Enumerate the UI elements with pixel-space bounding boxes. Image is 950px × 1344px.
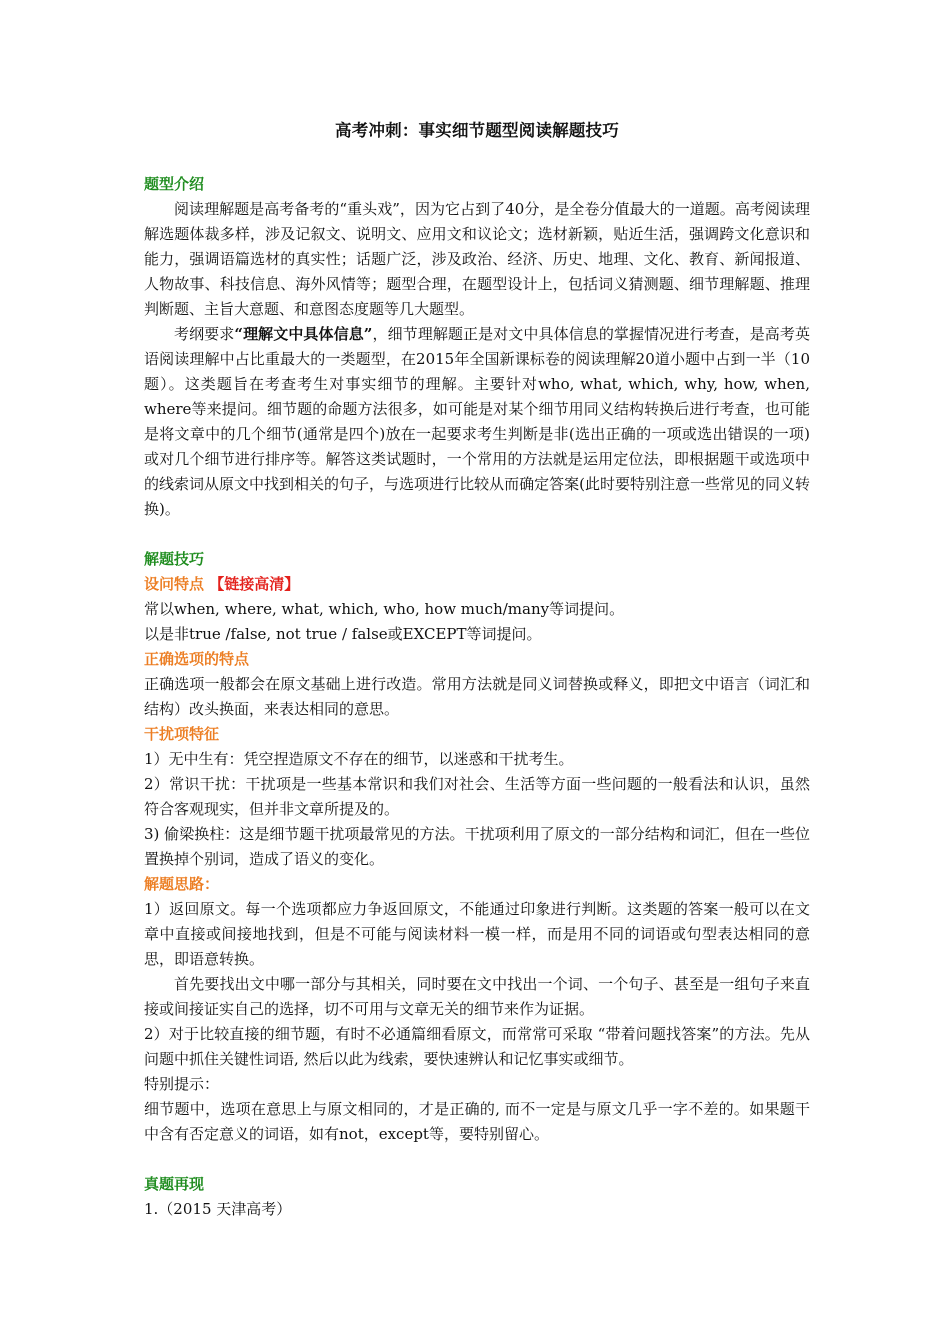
document-page: [144, 118, 810, 1222]
hd-link[interactable]: 【链接高清】: [209, 575, 300, 593]
tip-text: 细节题中，选项在意思上与原文相同的，才是正确的, 而不一定是与原文几乎一字不差的。如果题干中含有否定意义的词语，如有not，except等，要特别留心。: [144, 1100, 810, 1143]
spacer: [144, 522, 810, 547]
intro-paragraph-1: 阅读理解题是高考备考的“重头戏”，因为它占到了40分，是全卷分值最大的一道题。高考阅读理解选题体裁多样，涉及记叙文、说明文、应用文和议论文；选材新颖，贴近生活，强调跨文化意识和能力，强调语篇选材的真实性；话题广泛，涉及政治、经济、历史、地理、文化、教育、新闻报道、人物故事、科技信息、海外风情等；题型合理，在题型设计上，包括词义猜测题、细节理解题、推理判断题、主旨大意题、和意图态度题等几大题型。: [144, 200, 810, 318]
exam-heading: 真题再现: [144, 1175, 205, 1193]
approach-item-1-continued: 首先要找出文中哪一部分与其相关，同时要在文中找出一个词、一个句子、甚至是一组句子来直接或间接证实自己的选择，切不可用与文章无关的细节来作为证据。: [144, 975, 810, 1018]
question-features-heading: [144, 572, 810, 597]
correct-option-heading: 正确选项的特点: [144, 650, 250, 668]
distractor-item-1: 1）无中生有：凭空捏造原文不存在的细节，以迷惑和干扰考生。: [144, 750, 574, 768]
exam-item-1: 1.（2015 天津高考）: [144, 1200, 292, 1218]
tip-label: 特别提示：: [144, 1075, 220, 1093]
intro-heading: 题型介绍: [144, 175, 205, 193]
approach-item-1: 1）返回原文。每一个选项都应力争返回原文，不能通过印象进行判断。这类题的答案一般可以在文章中直接或间接地找到，但是不可能与阅读材料一模一样，而是用不同的词语或句型表达相同的意思，即语意转换。: [144, 900, 810, 968]
approach-heading: 解题思路：: [144, 875, 220, 893]
intro-paragraph-2: [144, 322, 810, 522]
intro-p2-post: ，细节理解题正是对文中具体信息的掌握情况进行考查，是高考英语阅读理解中占比重最大的一类题型，在2015年全国新课标卷的阅读理解20道小题中占到一半（10题）。这类题旨在考查考生对事实细节的理解。主要针对who, what, which, why, how, when, where等来提问。细节题的命题方法很多，如可能是对某个细节用同义结构转换后进行考查，也可能是将文章中的几个细节(通常是四个)放在一起要求考生判断是非(选出正确的一项或选出错误的一项)或对几个细节进行排序等。解答这类试题时，一个常用的方法就是运用定位法，即根据题干或选项中的线索词从原文中找到相关的句子，与选项进行比较从而确定答案(此时要特别注意一些常见的同义转换)。: [144, 325, 810, 518]
question-features-line-2: 以是非true /false, not true / false或EXCEPT等词提问。: [144, 625, 542, 643]
distractor-item-3: 3) 偷梁换柱：这是细节题干扰项最常见的方法。干扰项利用了原文的一部分结构和词汇，但在一些位置换掉个别词，造成了语义的变化。: [144, 825, 810, 868]
approach-item-2: 2）对于比较直接的细节题，有时不必通篇细看原文，而常常可采取 “带着问题找答案”的方法。先从问题中抓住关键性词语, 然后以此为线索，要快速辨认和记忆事实或细节。: [144, 1025, 810, 1068]
question-features-title: 设问特点: [144, 575, 205, 593]
page-title: 高考冲刺：事实细节题型阅读解题技巧: [335, 121, 619, 140]
spacer: [144, 1147, 810, 1172]
distractors-heading: 干扰项特征: [144, 725, 220, 743]
distractor-item-2: 2）常识干扰：干扰项是一些基本常识和我们对社会、生活等方面一些问题的一般看法和认识，虽然符合客观现实，但并非文章所提及的。: [144, 775, 810, 818]
intro-p2-pre: 考纲要求: [174, 325, 235, 343]
skills-heading: 解题技巧: [144, 550, 205, 568]
correct-option-text: 正确选项一般都会在原文基础上进行改造。常用方法就是同义词替换或释义，即把文中语言（词汇和结构）改头换面，来表达相同的意思。: [144, 675, 810, 718]
intro-p2-emphasis: “理解文中具体信息”: [234, 325, 373, 343]
question-features-line-1: 常以when, where, what, which, who, how much/many等词提问。: [144, 600, 625, 618]
